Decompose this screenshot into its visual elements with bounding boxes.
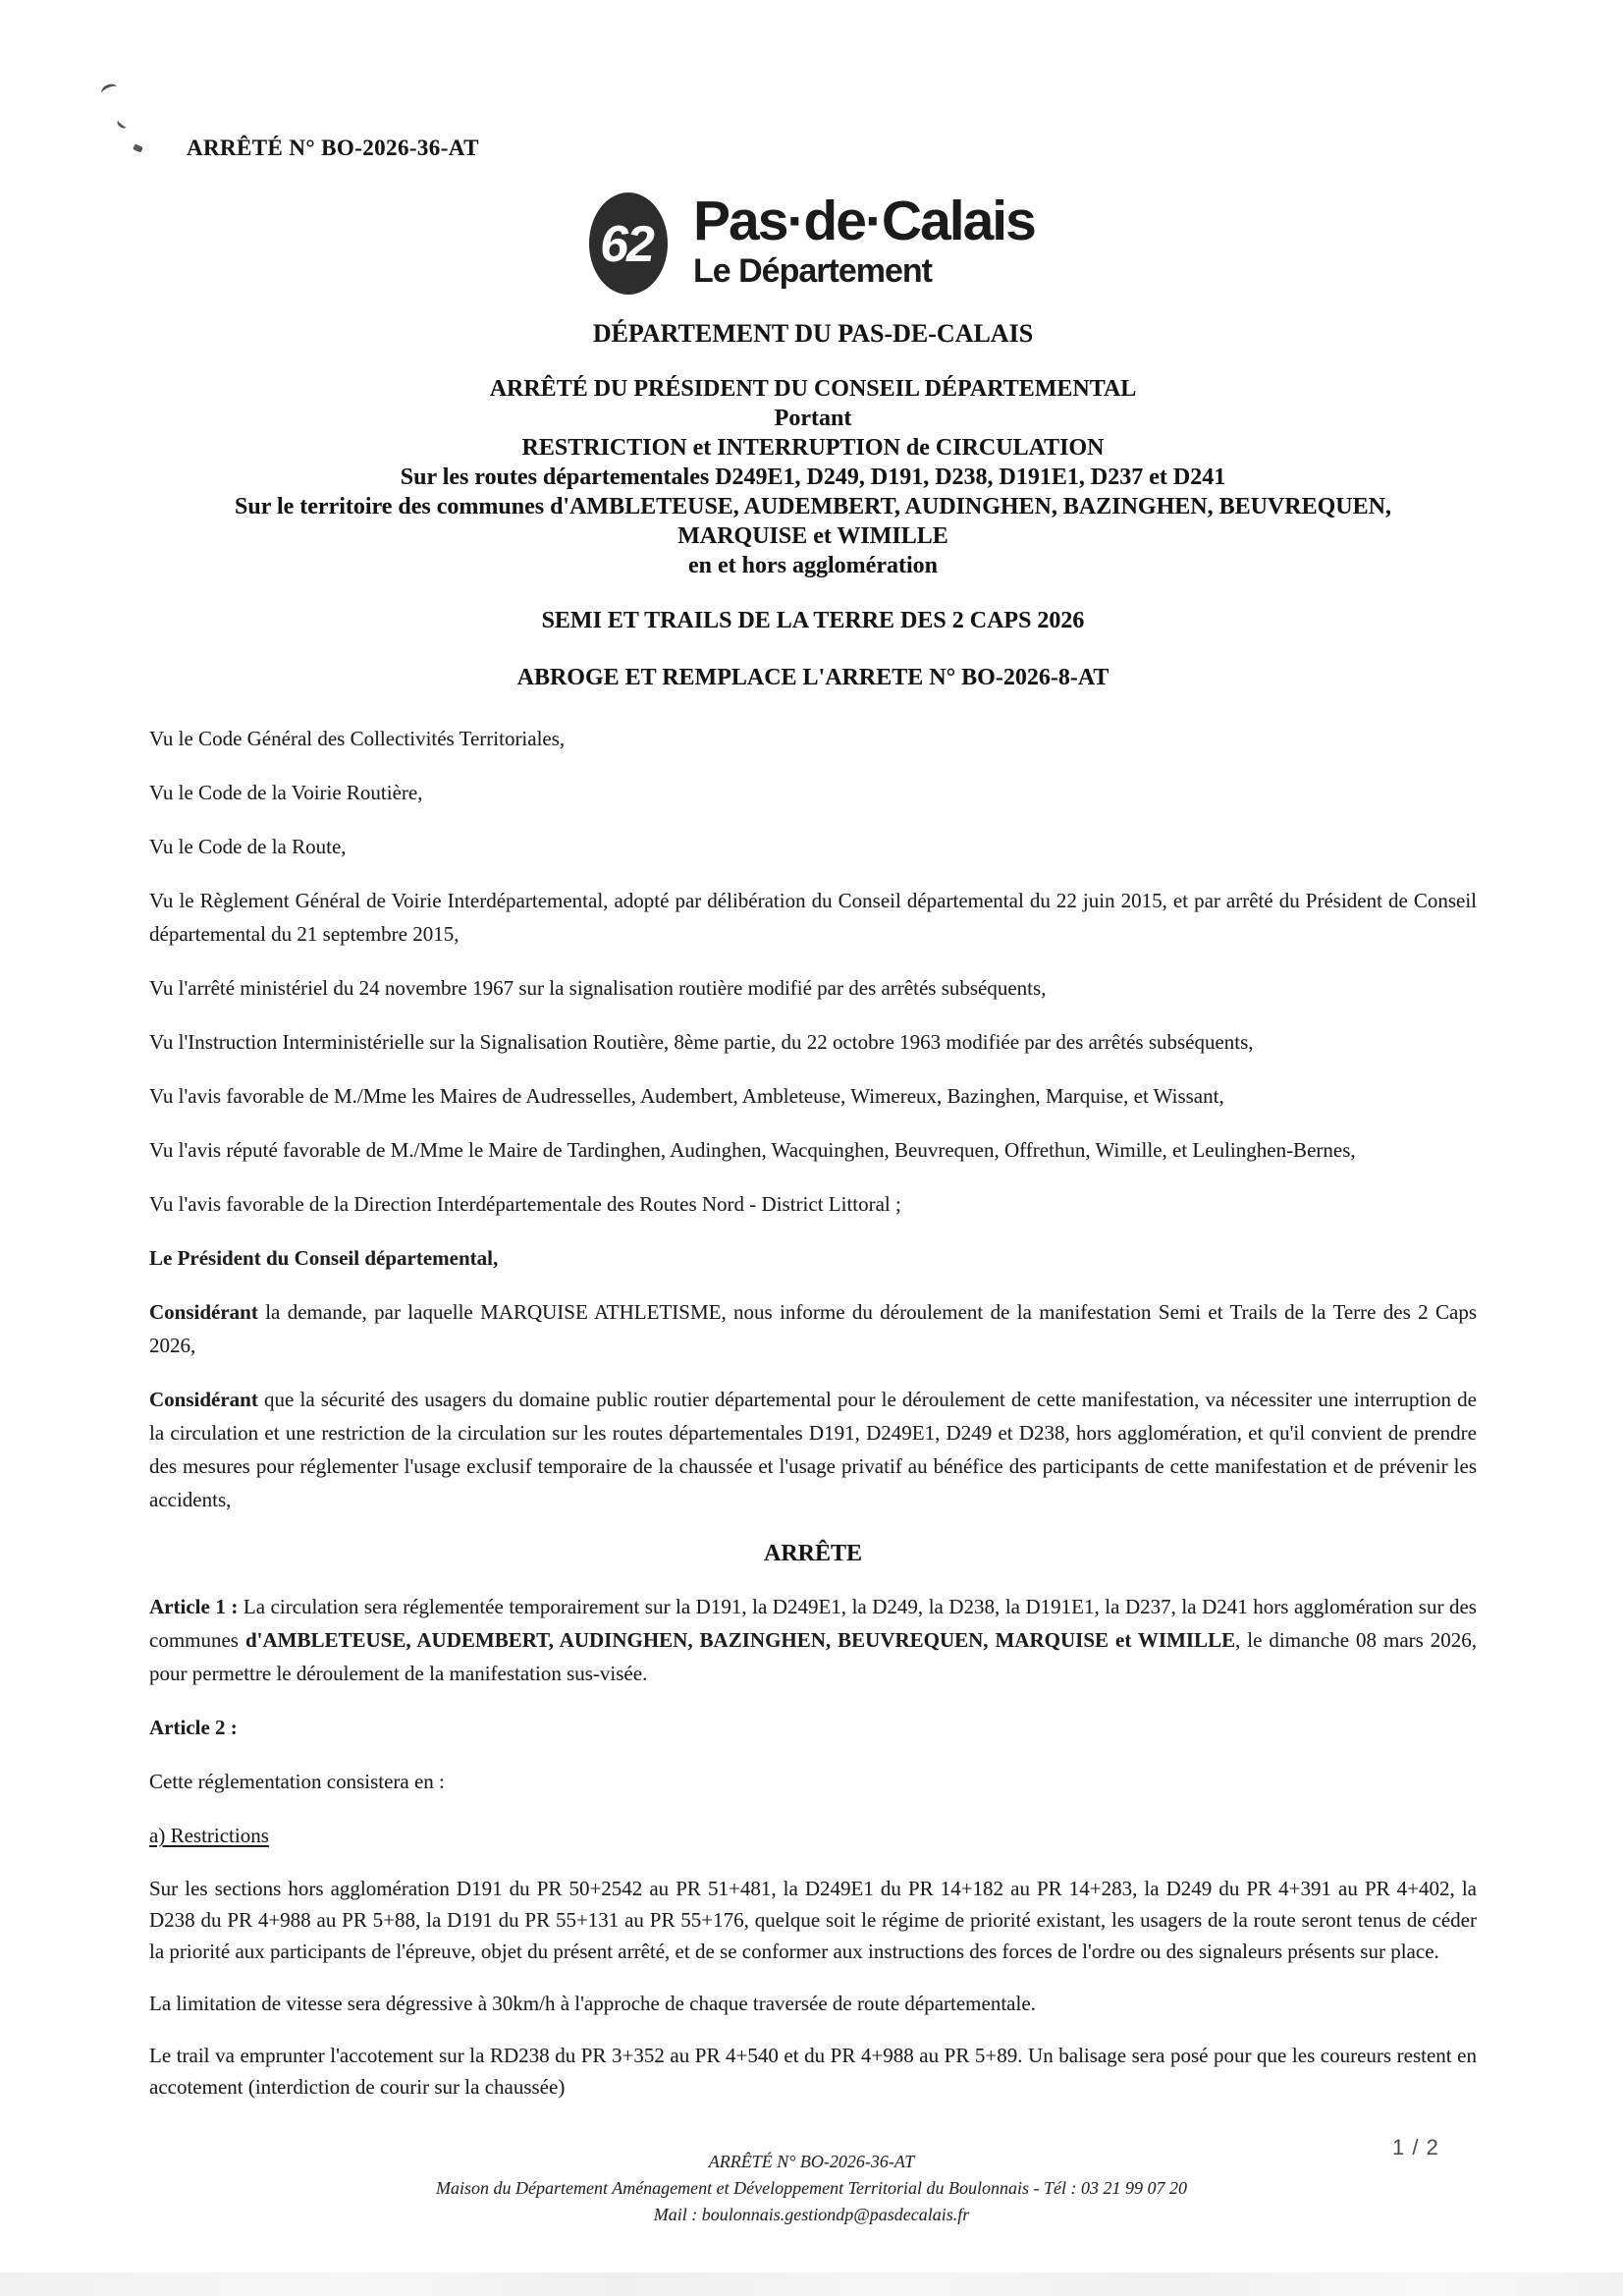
arrete-heading: ARRÊTE bbox=[763, 1541, 863, 1566]
logo-name: Pas·de·Calais bbox=[693, 190, 1035, 252]
visa-paragraph: Vu l'arrêté ministériel du 24 novembre 1967 sur la signalisation routière modifié par des arrêtés subséquents, bbox=[149, 976, 1047, 1000]
considerant-paragraph bbox=[149, 1295, 1477, 1362]
arrete-reference-header: ARRÊTÉ N° BO-2026-36-AT bbox=[187, 136, 479, 160]
footer-address: Maison du Département Aménagement et Développement Territorial du Boulonnais - Tél : 03 21 99 07 20 bbox=[436, 2178, 1187, 2198]
footer-block bbox=[0, 2149, 1623, 2228]
abrogation-line: ABROGE ET REMPLACE L'ARRETE N° BO-2026-8-AT bbox=[516, 665, 1109, 690]
article-1-label: Article 1 : bbox=[149, 1595, 239, 1618]
scan-artifact bbox=[99, 82, 119, 98]
act-title-line-2: Portant bbox=[774, 406, 852, 431]
visa-paragraph: Vu l'avis favorable de M./Mme les Maires de Audresselles, Audembert, Ambleteuse, Wimereux, Bazinghen, Marquise, et Wissant, bbox=[149, 1084, 1224, 1108]
pas-de-calais-department-logo bbox=[589, 192, 1035, 295]
considerant-text: la demande, par laquelle MARQUISE ATHLETISME, nous informe du déroulement de la manifestation Semi et Trails de la Terre des 2 Caps 2026, bbox=[149, 1300, 1477, 1357]
scan-edge-bar bbox=[0, 2272, 1623, 2296]
article-2-intro: Cette réglementation consistera en : bbox=[149, 1770, 445, 1793]
visa-paragraph: Vu l'avis favorable de la Direction Interdépartementale des Routes Nord - District Littoral ; bbox=[149, 1192, 901, 1216]
act-title-line-7: en et hors agglomération bbox=[688, 553, 938, 578]
article-1-communes: d'AMBLETEUSE, AUDEMBERT, AUDINGHEN, BAZINGHEN, BEUVREQUEN, MARQUISE et WIMILLE bbox=[244, 1628, 1236, 1652]
footer-mail: Mail : boulonnais.gestiondp@pasdecalais.fr bbox=[653, 2205, 970, 2224]
event-title: SEMI ET TRAILS DE LA TERRE DES 2 CAPS 2026 bbox=[541, 608, 1085, 633]
considerant-label: Considérant bbox=[149, 1300, 258, 1324]
page-number: 1 / 2 bbox=[1392, 2135, 1439, 2159]
visa-paragraph: Vu l'avis réputé favorable de M./Mme le Maire de Tardinghen, Audinghen, Wacquinghen, Beuvrequen, Offrethun, Wimille, et Leulinghen-Bernes, bbox=[149, 1138, 1356, 1162]
scan-artifact bbox=[116, 117, 130, 130]
department-title: DÉPARTEMENT DU PAS-DE-CALAIS bbox=[592, 319, 1034, 348]
badge-number: 62 bbox=[600, 216, 653, 273]
footer-reference: ARRÊTÉ N° BO-2026-36-AT bbox=[708, 2152, 915, 2171]
document-body bbox=[149, 319, 1477, 2123]
visa-paragraph: Vu l'Instruction Interministérielle sur la Signalisation Routière, 8ème partie, du 22 octobre 1963 modifiée par des arrêtés subséquents, bbox=[149, 1030, 1254, 1054]
restrictions-paragraph: Sur les sections hors agglomération D191 du PR 50+2542 au PR 51+481, la D249E1 du PR 14+182 au PR 14+283, la D249 du PR 4+391 au PR 4+402, la D238 du PR 4+988 au PR 5+88, la D191 du PR 55+131 au PR 55+176, quelque soit le régime de priorité existant, les usagers de la route seront tenus de céder la priorité aux participants de l'épreuve, objet du présent arrêté, et de se conformer aux instructions des forces de l'ordre ou des signaleurs présents sur place. bbox=[149, 1877, 1477, 1963]
act-title-line-6: MARQUISE et WIMILLE bbox=[677, 523, 948, 549]
visa-paragraph: Vu le Règlement Général de Voirie Interdépartemental, adopté par délibération du Conseil départemental du 22 juin 2015, et par arrêté du Président de Conseil départemental du 21 septembre 2015, bbox=[149, 889, 1477, 946]
article-1-text-before: La circulation sera réglementée temporairement sur la D191, la D249E1, la D249, la D238, la D191E1, la D237, la D241 hors agglomération sur des communes bbox=[149, 1595, 1477, 1652]
act-title-line-1: ARRÊTÉ DU PRÉSIDENT DU CONSEIL DÉPARTEMENTAL bbox=[489, 376, 1137, 402]
president-line: Le Président du Conseil départemental, bbox=[149, 1246, 499, 1270]
act-title-line-4: Sur les routes départementales D249E1, D249, D191, D238, D191E1, D237 et D241 bbox=[400, 465, 1226, 490]
article-2-section bbox=[149, 1711, 1477, 2103]
department-62-badge-icon bbox=[589, 192, 668, 295]
logo-subtitle: Le Département bbox=[693, 252, 932, 290]
considerant-text: que la sécurité des usagers du domaine public routier départemental pour le déroulement de cette manifestation, va nécessiter une interruption de la circulation et une restriction de la circulation sur les routes départementales D191, D249E1, D249 et D238, hors agglomération, et qu'il convient de prendre des mesures pour réglementer l'usage exclusif temporaire de la chaussée et l'usage privatif au bénéfice des participants de cette manifestation et de prévenir les accidents, bbox=[149, 1388, 1477, 1511]
visa-paragraph: Vu le Code de la Route, bbox=[149, 835, 347, 858]
article-1-text-after: , le dimanche 08 mars 2026, pour permettre le déroulement de la manifestation sus-visée. bbox=[149, 1628, 1478, 1685]
article-1-paragraph bbox=[149, 1590, 1477, 1690]
act-title-line-3: RESTRICTION et INTERRUPTION de CIRCULATION bbox=[521, 435, 1105, 461]
logo-text bbox=[693, 192, 1035, 291]
considerant-label: Considérant bbox=[149, 1388, 258, 1411]
considerant-paragraph bbox=[149, 1383, 1477, 1516]
act-title-block bbox=[149, 374, 1477, 692]
restrictions-section-title: a) Restrictions bbox=[149, 1824, 269, 1847]
visa-paragraph: Vu le Code de la Voirie Routière, bbox=[149, 781, 423, 804]
visas-section bbox=[149, 722, 1477, 1221]
speed-limit-line: La limitation de vitesse sera dégressive à 30km/h à l'approche de chaque traversée de route départementale. bbox=[149, 1992, 1036, 2015]
article-2-label: Article 2 : bbox=[149, 1716, 238, 1739]
visa-paragraph: Vu le Code Général des Collectivités Territoriales, bbox=[149, 727, 566, 750]
scan-artifact bbox=[133, 143, 143, 152]
act-title-line-5: Sur le territoire des communes d'AMBLETEUSE, AUDEMBERT, AUDINGHEN, BAZINGHEN, BEUVREQUEN, bbox=[235, 494, 1391, 519]
trail-paragraph: Le trail va emprunter l'accotement sur la RD238 du PR 3+352 au PR 4+540 et du PR 4+988 au PR 5+89. Un balisage sera posé pour que les coureurs restent en accotement (interdiction de courir sur la chaussée) bbox=[149, 2044, 1477, 2099]
